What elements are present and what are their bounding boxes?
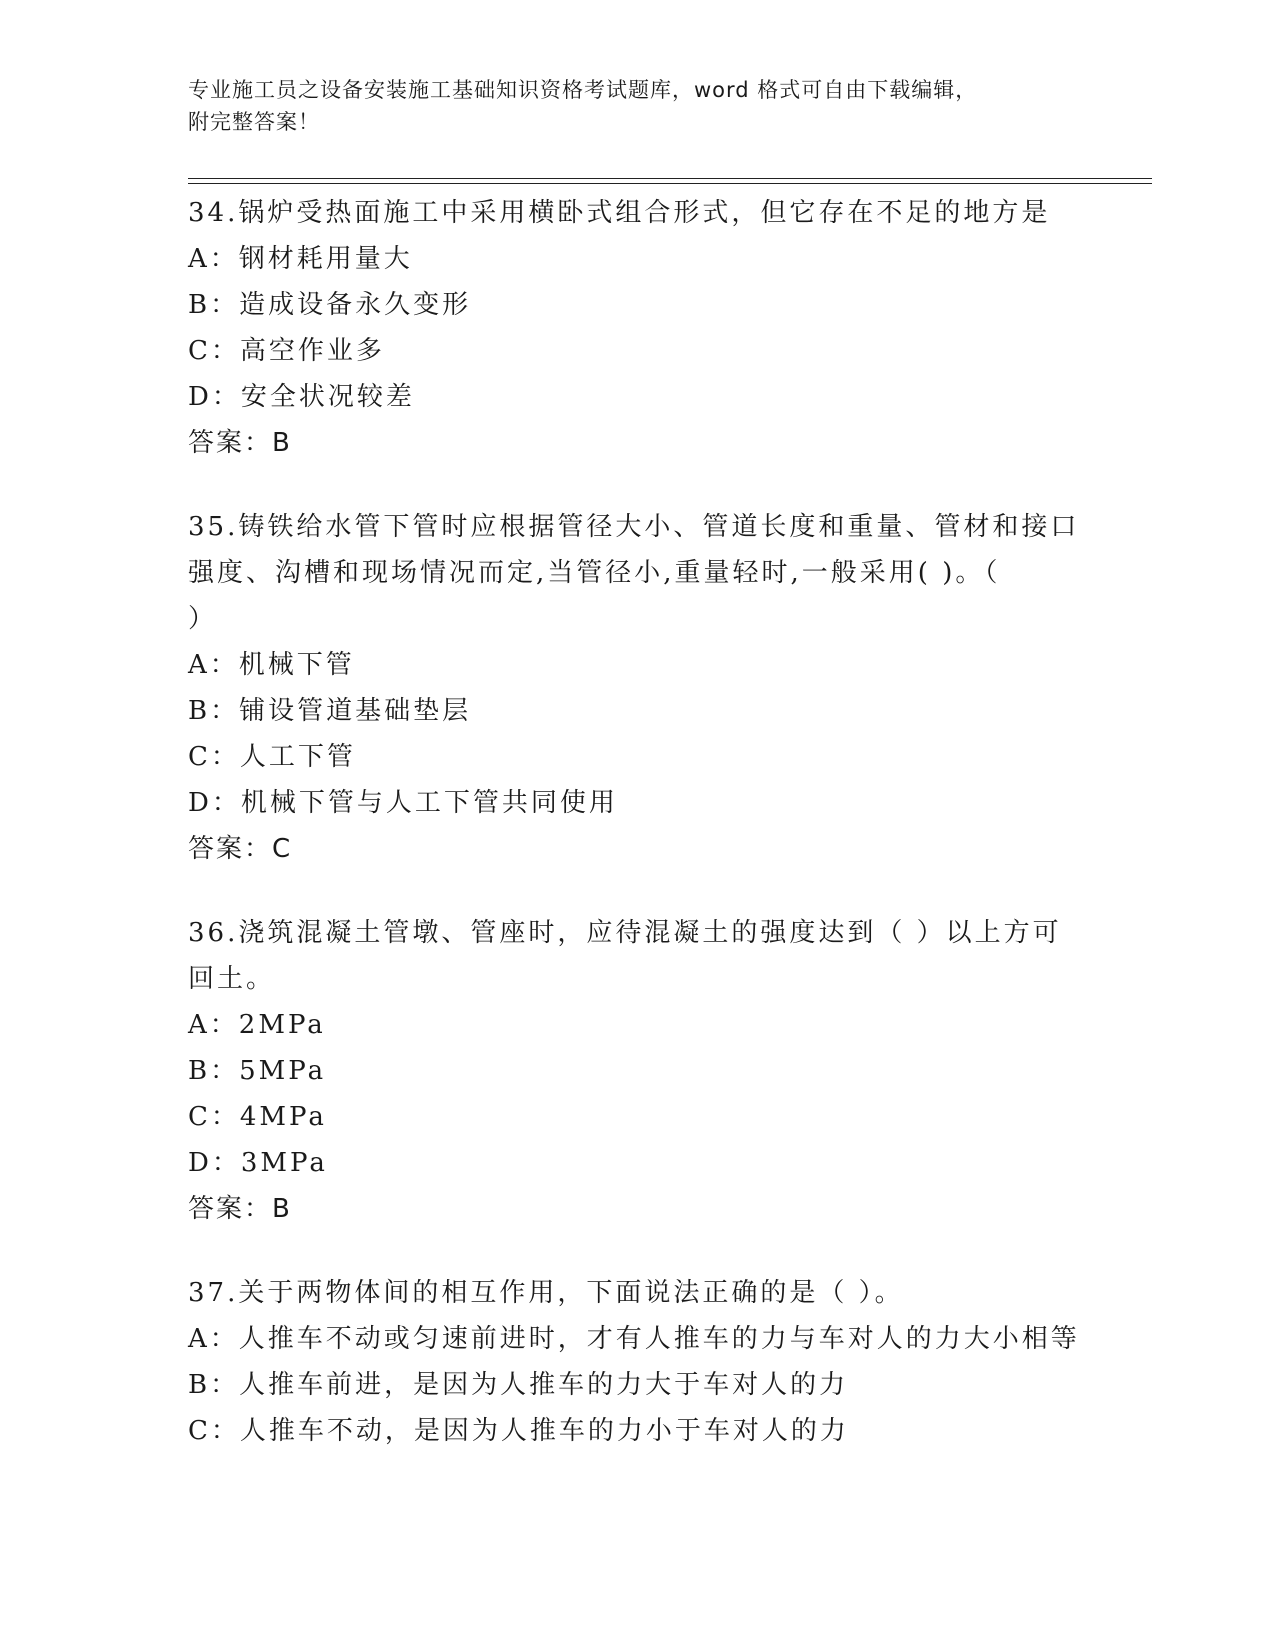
option-c: C：人推车不动，是因为人推车的力小于车对人的力 [188, 1416, 849, 1446]
question-text: 36.浇筑混凝土管墩、管座时，应待混凝土的强度达到（ ）以上方可 [188, 918, 1062, 948]
answer: 答案：B [188, 1194, 292, 1224]
option-c: C：高空作业多 [188, 336, 385, 366]
question-37 [188, 1270, 1088, 1454]
header-line-1: 专业施工员之设备安装施工基础知识资格考试题库，word 格式可自由下载编辑， [188, 78, 978, 102]
question-text: 37.关于两物体间的相互作用，下面说法正确的是（ ）。 [188, 1278, 904, 1308]
option-b: B：造成设备永久变形 [188, 290, 472, 320]
question-34 [188, 190, 1088, 466]
option-b: B：5MPa [188, 1056, 327, 1086]
answer: 答案：B [188, 428, 292, 458]
question-text: ） [188, 604, 218, 634]
header-divider-bottom [188, 183, 1152, 184]
answer: 答案：C [188, 834, 293, 864]
document-header [188, 74, 1088, 138]
option-a: A：人推车不动或匀速前进时，才有人推车的力与车对人的力大小相等 [188, 1324, 1080, 1354]
header-divider-top [188, 178, 1152, 179]
option-d: D：安全状况较差 [188, 382, 415, 412]
question-36 [188, 910, 1088, 1232]
question-35 [188, 504, 1088, 872]
header-line-2: 附完整答案！ [188, 110, 320, 134]
option-a: A：2MPa [188, 1010, 326, 1040]
option-b: B：铺设管道基础垫层 [188, 696, 472, 726]
option-d: D：3MPa [188, 1148, 328, 1178]
question-text: 34.锅炉受热面施工中采用横卧式组合形式，但它存在不足的地方是 [188, 198, 1051, 228]
question-text: 35.铸铁给水管下管时应根据管径大小、管道长度和重量、管材和接口 [188, 512, 1080, 542]
option-c: C：4MPa [188, 1102, 327, 1132]
question-text: 回土。 [188, 964, 276, 994]
option-c: C：人工下管 [188, 742, 356, 772]
question-list [188, 190, 1088, 1492]
option-a: A：机械下管 [188, 650, 355, 680]
option-a: A：钢材耗用量大 [188, 244, 413, 274]
question-text: 强度、沟槽和现场情况而定,当管径小,重量轻时,一般采用( )。（ [188, 558, 1001, 588]
option-b: B：人推车前进，是因为人推车的力大于车对人的力 [188, 1370, 849, 1400]
option-d: D：机械下管与人工下管共同使用 [188, 788, 618, 818]
